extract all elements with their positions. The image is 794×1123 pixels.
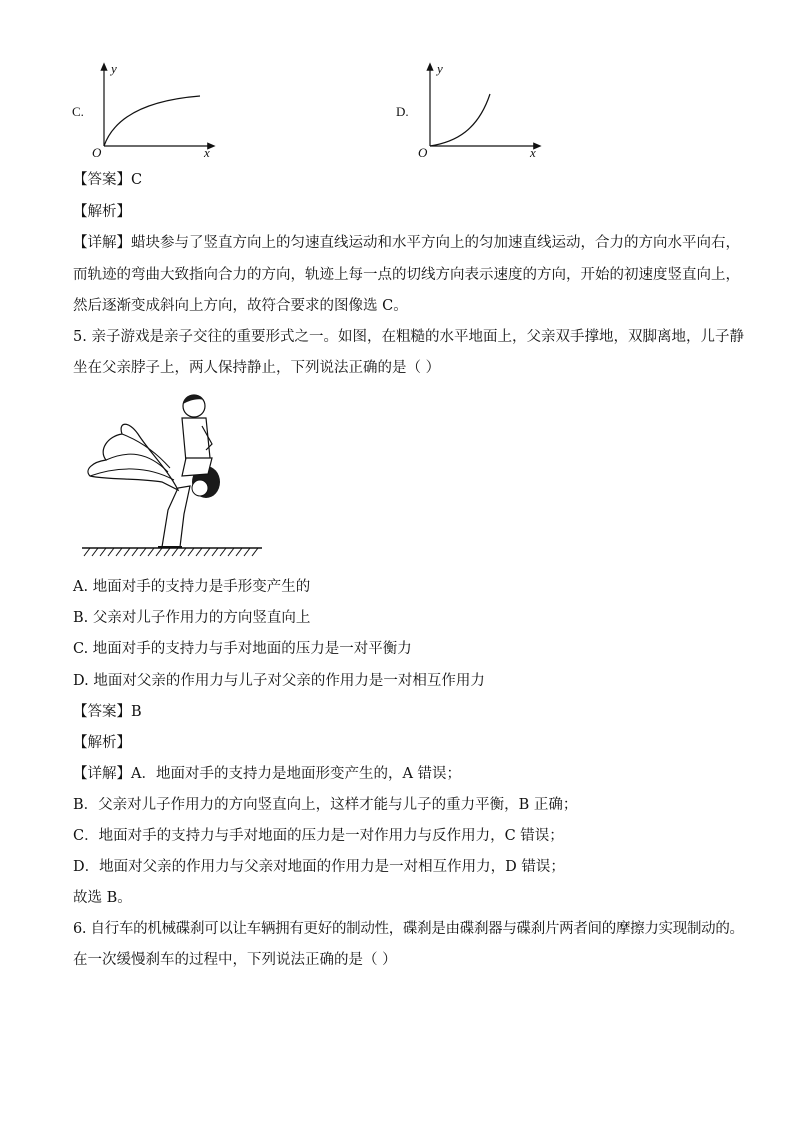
q4-answer: 【答案】C bbox=[73, 172, 143, 188]
option-d-x-label: x bbox=[530, 145, 536, 160]
option-c-x-label: x bbox=[204, 145, 210, 160]
option-d-curve bbox=[430, 94, 490, 146]
q5-detail-line: C．地面对手的支持力与手对地面的压力是一对作用力与反作用力，C 错误； bbox=[73, 828, 564, 844]
q5-illustration bbox=[78, 390, 268, 560]
q5-option-d: D. 地面对父亲的作用力与儿子对父亲的作用力是一对相互作用力 bbox=[73, 673, 485, 689]
q6-stem-line: 6. 自行车的机械碟刹可以让车辆拥有更好的制动性，碟刹是由碟刹器与碟刹片两者间的摩擦力实现制动的。 bbox=[73, 921, 744, 937]
option-d-graph bbox=[416, 60, 546, 165]
option-d-origin: O bbox=[418, 145, 428, 160]
q5-detail-line: B．父亲对儿子作用力的方向竖直向上，这样才能与儿子的重力平衡，B 正确； bbox=[73, 797, 578, 813]
q5-option-c: C. 地面对手的支持力与手对地面的压力是一对平衡力 bbox=[73, 641, 412, 657]
option-c-origin: O bbox=[92, 145, 102, 160]
option-c-curve bbox=[104, 96, 200, 146]
q5-option-a: A. 地面对手的支持力是手形变产生的 bbox=[73, 579, 311, 595]
q5-detail-line: 故选 B。 bbox=[73, 890, 132, 906]
q5-stem-line: 坐在父亲脖子上，两人保持静止，下列说法正确的是（ ） bbox=[73, 360, 441, 376]
q4-detail-line: 【详解】蜡块参与了竖直方向上的匀速直线运动和水平方向上的匀加速直线运动，合力的方向水平向右， bbox=[73, 235, 740, 251]
q5-option-b: B. 父亲对儿子作用力的方向竖直向上 bbox=[73, 610, 311, 626]
q5-analysis-title: 【解析】 bbox=[73, 735, 131, 751]
q5-detail-line: D．地面对父亲的作用力与父亲对地面的作用力是一对相互作用力，D 错误； bbox=[73, 859, 565, 875]
option-c-graph bbox=[90, 60, 220, 165]
q6-stem-line: 在一次缓慢刹车的过程中，下列说法正确的是（ ） bbox=[73, 952, 397, 968]
q4-detail-line: 而轨迹的弯曲大致指向合力的方向，轨迹上每一点的切线方向表示速度的方向，开始的初速度竖直向上， bbox=[73, 267, 740, 283]
q5-detail-line: 【详解】A．地面对手的支持力是地面形变产生的，A 错误； bbox=[73, 766, 462, 782]
option-c-label: C. bbox=[72, 104, 84, 119]
q5-stem-line: 5. 亲子游戏是亲子交往的重要形式之一。如图，在粗糙的水平地面上，父亲双手撑地，双脚离地，儿子静 bbox=[73, 329, 744, 345]
option-d-label: D. bbox=[396, 104, 409, 119]
option-d-y-label: y bbox=[437, 61, 443, 76]
q4-analysis-title: 【解析】 bbox=[73, 204, 131, 220]
q4-detail-line: 然后逐渐变成斜向上方向，故符合要求的图像选 C。 bbox=[73, 298, 408, 314]
q5-answer: 【答案】B bbox=[73, 704, 142, 720]
option-c-y-label: y bbox=[111, 61, 117, 76]
